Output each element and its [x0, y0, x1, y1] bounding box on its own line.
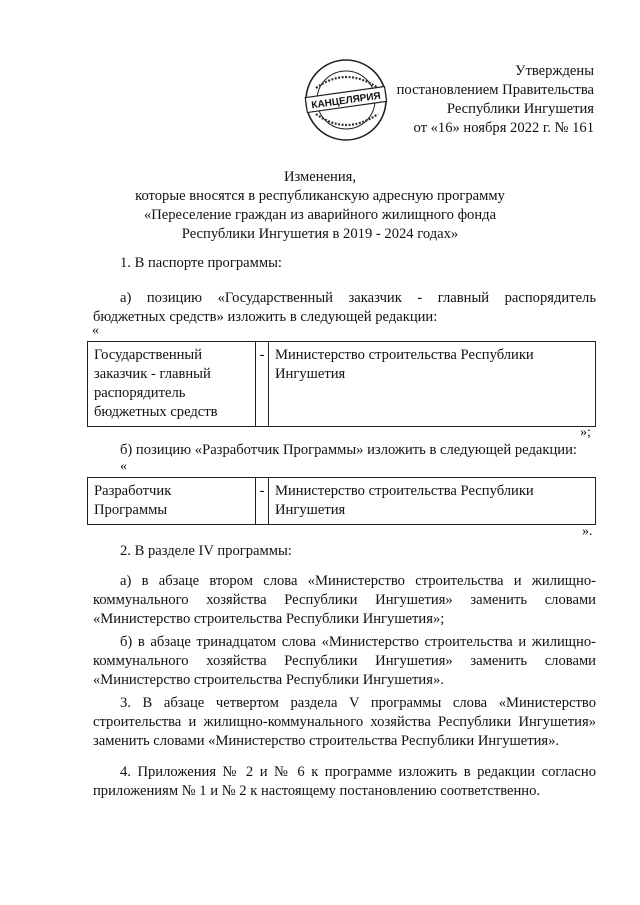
title-line: которые вносятся в республиканскую адресную программу — [135, 188, 505, 204]
paragraph-1: 1. В паспорте программы: — [120, 255, 282, 271]
open-quote-1: « — [92, 323, 99, 338]
approval-line: Республики Ингушетия — [446, 101, 594, 117]
approval-block — [397, 62, 594, 138]
paragraph-3: 3. В абзаце четвертом раздела V программы слова «Министерство строительства и жилищно-коммунального хозяйства Республики Ингушетия» заменить словами «Министерство строительства Республики Ингушетия». — [93, 695, 596, 749]
table-cell-value: Министерство строительства Республики Ингушетия — [269, 478, 596, 525]
approval-line: постановлением Правительства — [396, 82, 594, 98]
title-line: Изменения, — [283, 169, 357, 185]
table-customer — [87, 341, 596, 427]
paragraph-2b: б) в абзаце тринадцатом слова «Министерство строительства и жилищно-коммунального хозяйства Республики Ингушетия» заменить словами «Министерство строительства Республики Ингушетия». — [93, 634, 596, 688]
approval-date-line: от «16» ноября 2022 г. № 161 — [413, 120, 594, 136]
table-developer — [87, 477, 596, 525]
title-line: Республики Ингушетия в 2019 - 2024 годах» — [181, 226, 459, 242]
close-quote-2: ». — [582, 524, 593, 539]
paragraph-4: 4. Приложения № 2 и № 6 к программе изложить в редакции согласно приложениям № 1 и № 2 к настоящему постановлению соответственно. — [93, 764, 596, 799]
paragraph-2: 2. В разделе IV программы: — [120, 543, 292, 559]
title-line: «Переселение граждан из аварийного жилищного фонда — [143, 207, 497, 223]
open-quote-2: « — [120, 459, 127, 474]
approval-line: Утверждены — [515, 63, 594, 79]
table-cell-dash: - — [256, 342, 269, 427]
paragraph-1b: б) позицию «Разработчик Программы» изложить в следующей редакции: — [120, 442, 577, 458]
paragraph-2a: а) в абзаце втором слова «Министерство строительства и жилищно-коммунального хозяйства Республики Ингушетия» заменить словами «Министерство строительства Республики Ингушетия»; — [93, 573, 596, 627]
seal-text: КАНЦЕЛЯРИЯ — [310, 90, 382, 112]
table-cell-label: Разработчик Программы — [88, 478, 256, 525]
table-cell-label: Государственный заказчик - главный распорядитель бюджетных средств — [88, 342, 256, 427]
document-title — [0, 168, 640, 244]
table-cell-dash: - — [256, 478, 269, 525]
close-quote-1: »; — [580, 425, 591, 440]
office-seal — [304, 58, 388, 142]
paragraph-1a: а) позицию «Государственный заказчик - главный распорядитель бюджетных средств» изложить в следующей редакции: — [93, 290, 596, 325]
table-cell-value: Министерство строительства Республики Ингушетия — [269, 342, 596, 427]
